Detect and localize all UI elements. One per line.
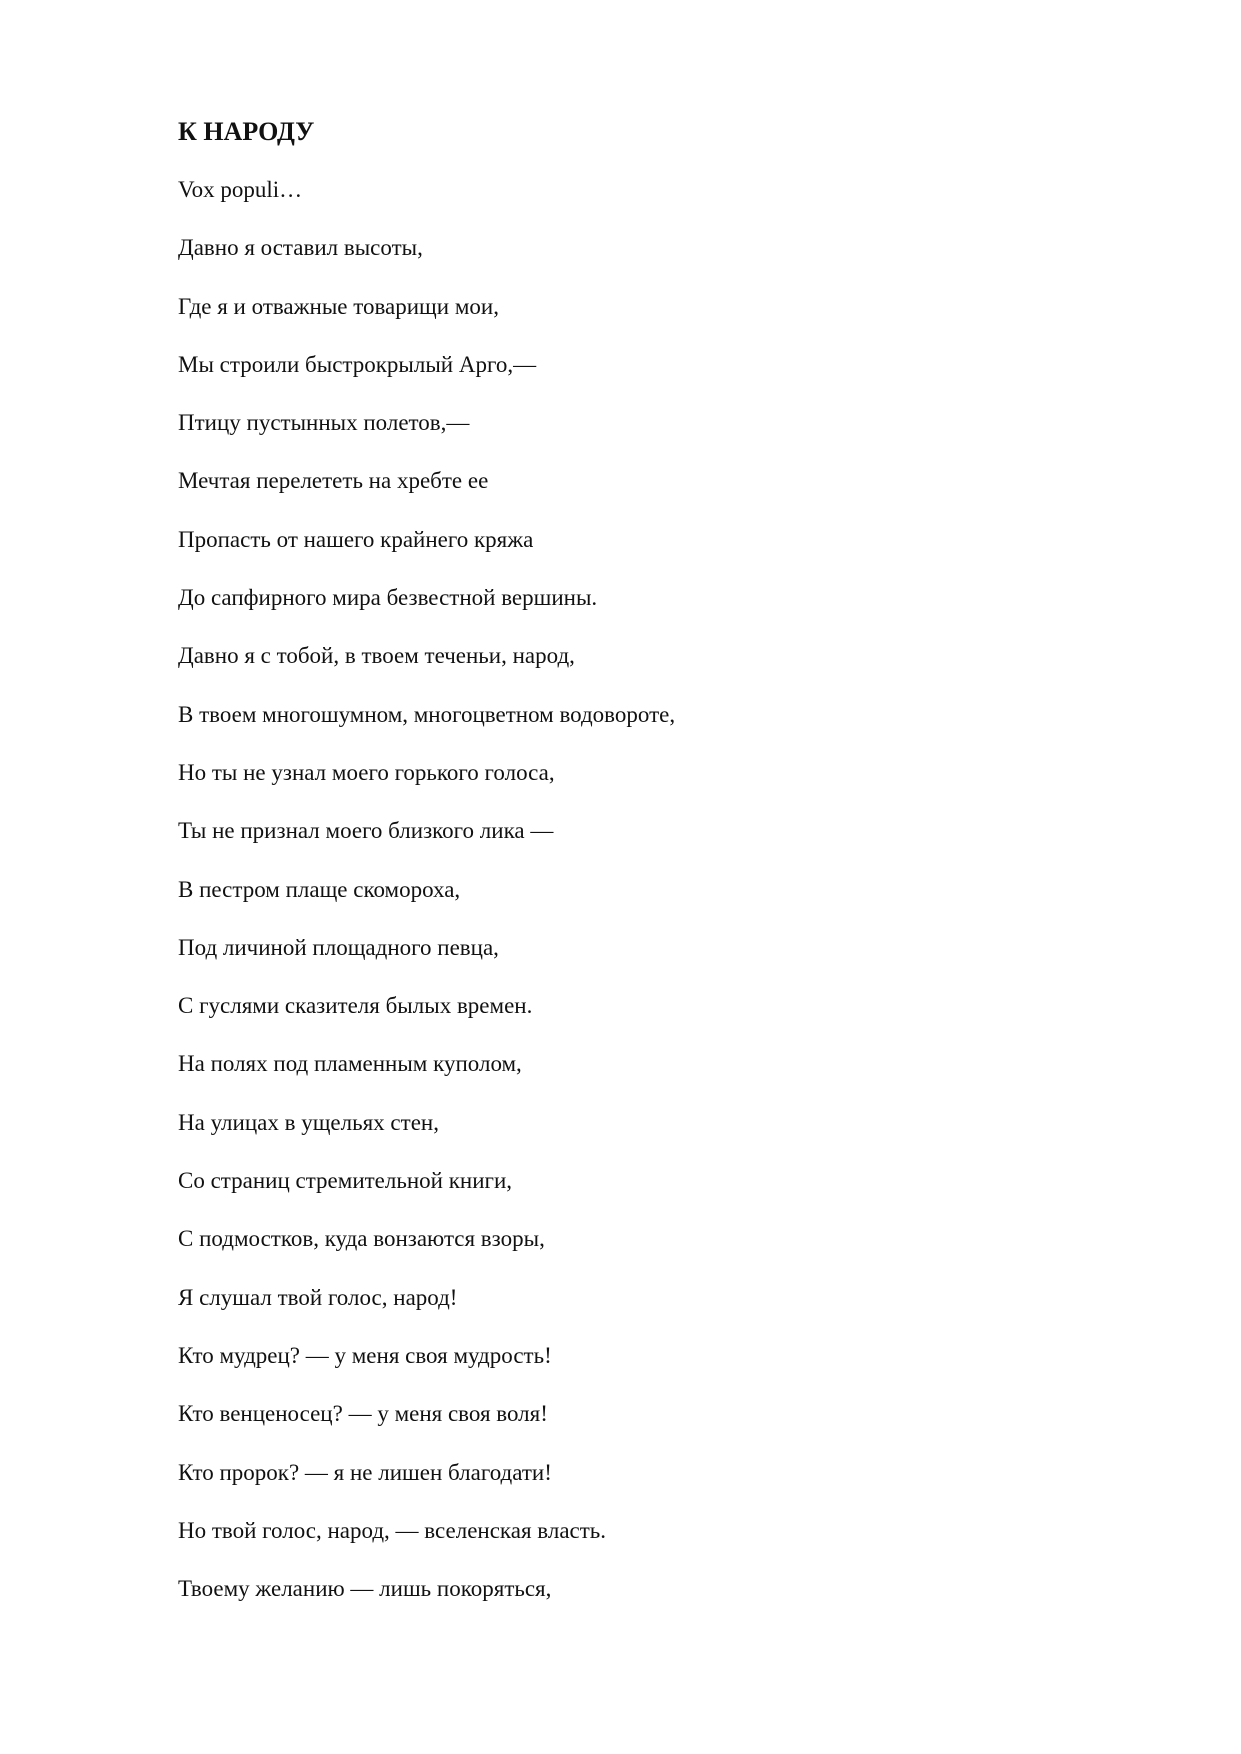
poem-line: В твоем многошумном, многоцветном водовороте, <box>178 701 676 727</box>
poem-line: Где я и отважные товарищи мои, <box>178 293 499 319</box>
poem-body <box>178 117 1138 1632</box>
poem-line: Мы строили быстрокрылый Арго,— <box>178 351 537 377</box>
poem-line: Пропасть от нашего крайнего кряжа <box>178 526 534 552</box>
poem-line: С гуслями сказителя былых времен. <box>178 993 533 1019</box>
poem-line: С подмостков, куда вонзаются взоры, <box>178 1226 545 1252</box>
poem-line: На улицах в ущельях стен, <box>178 1109 439 1135</box>
poem-line: Кто пророк? — я не лишен благодати! <box>178 1459 552 1485</box>
poem-line: Кто мудрец? — у меня своя мудрость! <box>178 1342 552 1368</box>
poem-line: Vox populi… <box>178 177 303 202</box>
poem-line: Но твой голос, народ, — вселенская власть. <box>178 1517 607 1543</box>
poem-line: На полях под пламенным куполом, <box>178 1051 522 1077</box>
poem-line: Давно я с тобой, в твоем теченьи, народ, <box>178 643 575 669</box>
poem-line: Со страниц стремительной книги, <box>178 1168 513 1194</box>
poem-line: Но ты не узнал моего горького голоса, <box>178 759 555 785</box>
poem-line: Ты не признал моего близкого лика — <box>178 818 554 844</box>
poem-line: Под личиной площадного певца, <box>178 934 499 960</box>
poem-line: Давно я оставил высоты, <box>178 235 423 261</box>
poem-line: Кто венценосец? — у меня своя воля! <box>178 1401 548 1427</box>
poem-title: К НАРОДУ <box>178 117 315 146</box>
poem-line: В пестром плаще скомороха, <box>178 876 461 902</box>
poem-line: Мечтая перелететь на хребте ее <box>178 468 489 494</box>
poem-line: До сапфирного мира безвестной вершины. <box>178 585 598 611</box>
poem-line: Птицу пустынных полетов,— <box>178 410 470 436</box>
poem-line: Твоему желанию — лишь покоряться, <box>178 1576 552 1602</box>
poem-line: Я слушал твой голос, народ! <box>178 1284 458 1310</box>
